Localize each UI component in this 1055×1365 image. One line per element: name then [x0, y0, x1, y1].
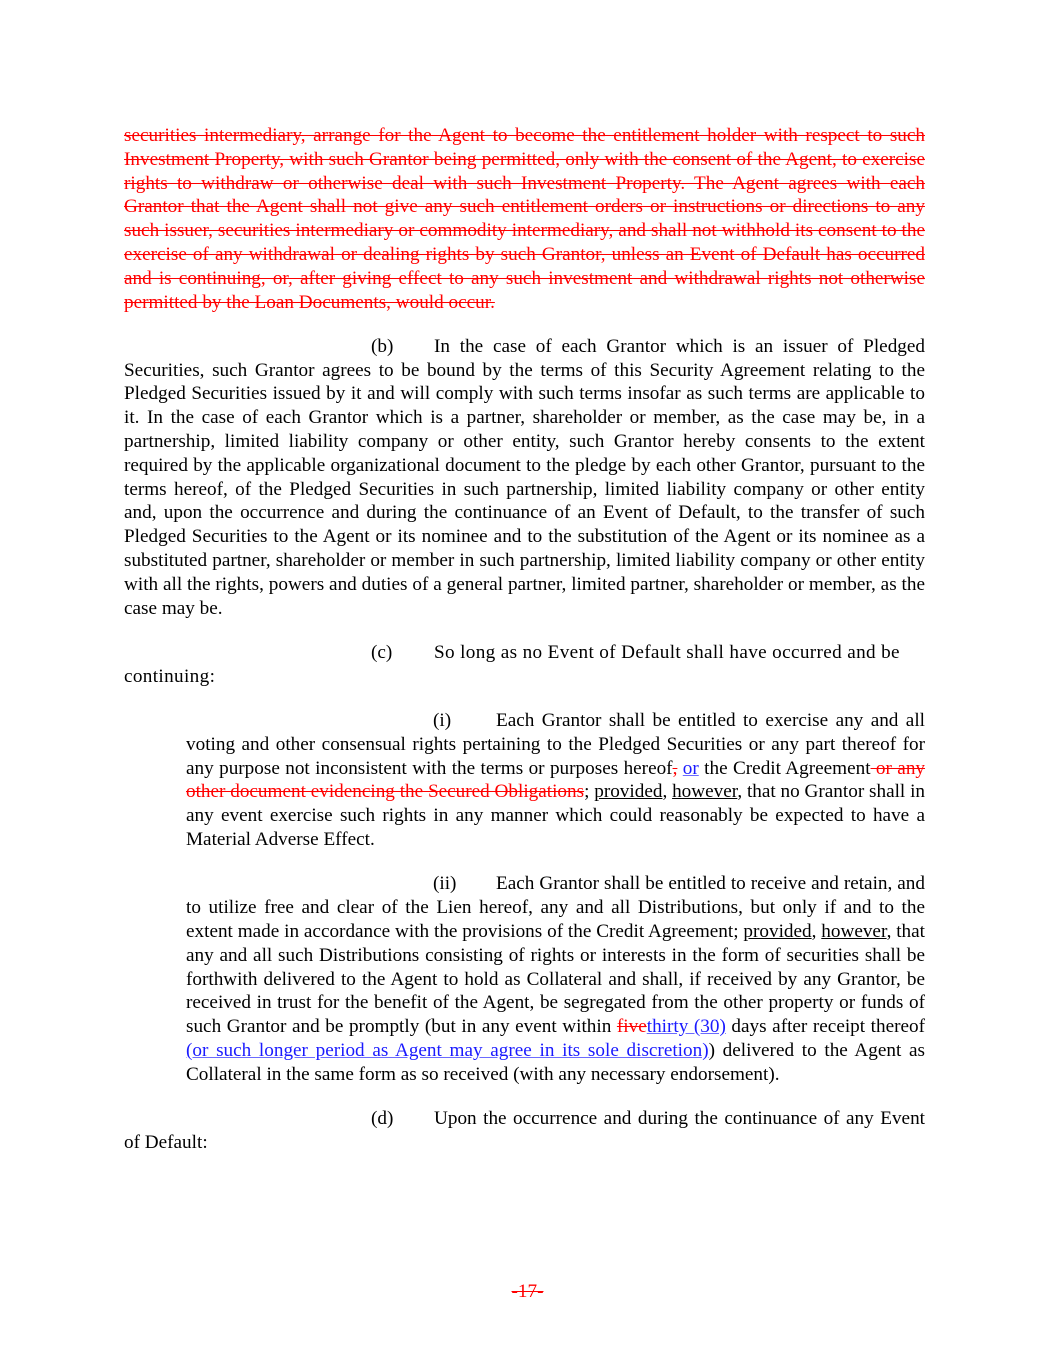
inserted-thirty: thirty (30) — [646, 1016, 726, 1038]
section-b-label: (b) — [371, 335, 394, 357]
spacer — [124, 620, 925, 641]
section-c-ii-text-5: ) delivered to the Agent as Collateral in the same form as so received (with any necessary endorsement). — [186, 1039, 926, 1085]
provided-term: provided — [743, 920, 812, 942]
deleted-five: five — [616, 1016, 647, 1038]
document-page — [124, 124, 925, 1155]
section-d-paragraph — [124, 1107, 925, 1155]
section-c-i-text-5: , that no Grantor shall in any event exercise such rights in any manner which could reasonably be expected to have a Material Adverse Effect. — [186, 781, 925, 851]
provided-term: provided — [594, 781, 663, 803]
section-c-ii-paragraph — [186, 872, 925, 1086]
however-term: however — [821, 920, 887, 942]
section-d-text: Upon the occurrence and during the continuance of any Event of Default: — [124, 1107, 925, 1153]
section-c-paragraph — [124, 641, 925, 689]
section-c-i-text-1: Each Grantor shall be entitled to exercise any and all voting and other consensual rights pertaining to the Pledged Securities or any part thereof for any purpose not inconsistent with the terms or purposes hereof — [186, 710, 925, 779]
section-d-label: (d) — [371, 1107, 394, 1129]
section-c-ii-label: (ii) — [433, 873, 457, 895]
section-c-i-text-4: , — [662, 781, 673, 803]
section-c-i-label: (i) — [433, 710, 452, 732]
deleted-paragraph: securities intermediary, arrange for the Agent to become the entitlement holder with respect to such Investment Property, with such Grantor being permitted, only with the consent of the Agent, to exercise rights to withdraw or otherwise deal with such Investment Property. The Agent agrees with each Grantor that the Agent shall not give any such entitlement orders or instructions or directions to any such issuer, securities intermediary or commodity intermediary, and shall not withhold its consent to the exercise of any withdrawal or dealing rights by such Grantor, unless an Event of Default has occurred and is continuing, or, after giving effect to any such investment and withdrawal rights not otherwise permitted by the Loan Documents, would occur. — [124, 125, 925, 313]
spacer — [124, 314, 925, 335]
deleted-comma: , — [672, 757, 678, 779]
section-c-i-paragraph — [186, 709, 925, 852]
section-c-i-text-2: the Credit Agreement — [698, 757, 871, 779]
section-c-label: (c) — [371, 641, 393, 663]
section-c-ii-text-4: days after receipt thereof — [725, 1016, 925, 1038]
section-c-ii-text-3: , that any and all such Distributions consisting of rights or interests in the form of securities shall be forthwith delivered to the Agent to hold as Collateral and shall, if received by any Grantor, be received in trust for the benefit of the Agent, be segregated from the other property or funds of such Grantor and be promptly (but in any event within — [186, 920, 925, 1038]
section-c-i-text-3: ; — [584, 781, 595, 803]
section-b-paragraph — [124, 335, 925, 621]
inserted-or: or — [682, 757, 699, 779]
spacer — [124, 1086, 925, 1107]
inserted-longer-period: (or such longer period as Agent may agree in its sole discretion) — [186, 1039, 709, 1061]
section-b-text: In the case of each Grantor which is an issuer of Pledged Securities, such Grantor agrees to be bound by the terms of this Security Agreement relating to the Pledged Securities issued by it and will comply with such terms insofar as such terms are applicable to it. In the case of each Grantor which is a partner, shareholder or member, as the case may be, in a partnership, limited liability company or other entity, such Grantor hereby consents to the extent required by the applicable organizational document to the pledge by each other Grantor, pursuant to the terms hereof, of the Pledged Securities in such partnership, limited liability company or other entity and, upon the occurrence and during the continuance of an Event of Default, to the transfer of such Pledged Securities to the Agent or its nominee and to the substitution of the Agent or its nominee as a substituted partner, shareholder or member in such partnership, limited liability company or other entity with all the rights, powers and duties of a general partner, limited partner, shareholder or member, as the case may be. — [124, 335, 925, 619]
section-c-ii-text-2: , — [811, 920, 822, 942]
spacer — [124, 689, 925, 710]
however-term: however — [672, 781, 738, 803]
deleted-clause: or any other document evidencing the Secured Obligations — [186, 757, 926, 803]
page-number: -17- — [511, 1281, 544, 1302]
section-c-ii-text-1: Each Grantor shall be entitled to receive and retain, and to utilize free and clear of the Lien hereof, any and all Distributions, but only if and to the extent made in accordance with the provisions of the Credit Agreement; — [186, 873, 925, 942]
spacer — [124, 852, 925, 873]
section-c-text: So long as no Event of Default shall have occurred and be continuing: — [124, 641, 900, 687]
